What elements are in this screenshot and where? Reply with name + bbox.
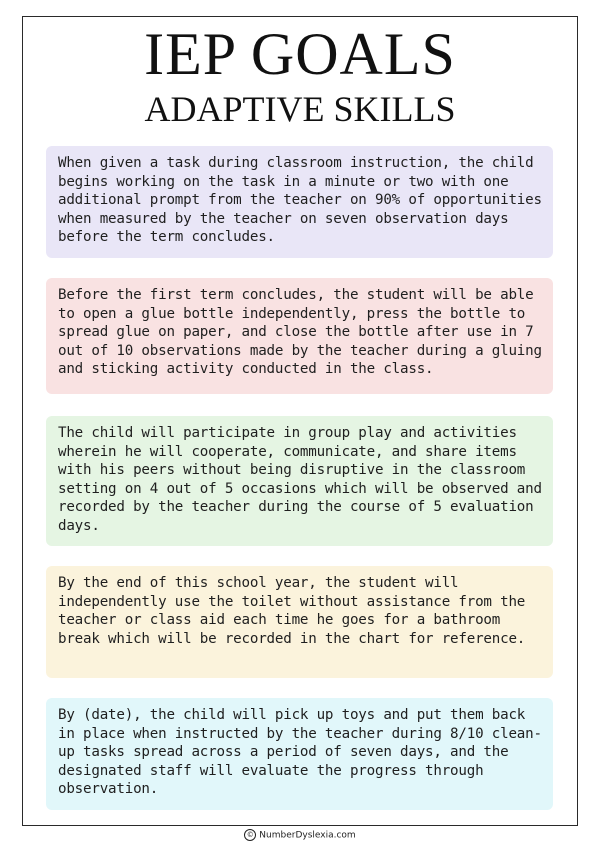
goal-card-2: Before the first term concludes, the student will be able to open a glue bottle independently, press the bottle to spread glue on paper, and close the bottle after use in 7 out of 10 observations made by the teacher during a gluing and sticking activity conducted in the class. (46, 278, 553, 394)
goal-card-5: By (date), the child will pick up toys and put them back in place when instructed by the teacher during 8/10 clean-up tasks spread across a period of seven days, and the designated staff will evaluate the progress through observation. (46, 698, 553, 810)
page-title: IEP GOALS (144, 21, 456, 87)
footer-credit (0, 829, 600, 841)
goal-card-1: When given a task during classroom instruction, the child begins working on the task in a minute or two with one additional prompt from the teacher on 90% of opportunities when measured by the teacher on seven observation days before the term concludes. (46, 146, 553, 258)
goal-card-3: The child will participate in group play and activities wherein he will cooperate, communicate, and share items with his peers without being disruptive in the classroom setting on 4 out of 5 occasions which will be observed and recorded by the teacher during the course of 5 evaluation days. (46, 416, 553, 546)
page-subtitle: ADAPTIVE SKILLS (144, 89, 456, 129)
goal-card-4: By the end of this school year, the student will independently use the toilet without assistance from the teacher or class aid each time he goes for a bathroom break which will be recorded in the chart for reference. (46, 566, 553, 678)
footer-text: NumberDyslexia.com (259, 830, 356, 841)
copyright-icon: © (244, 829, 256, 841)
